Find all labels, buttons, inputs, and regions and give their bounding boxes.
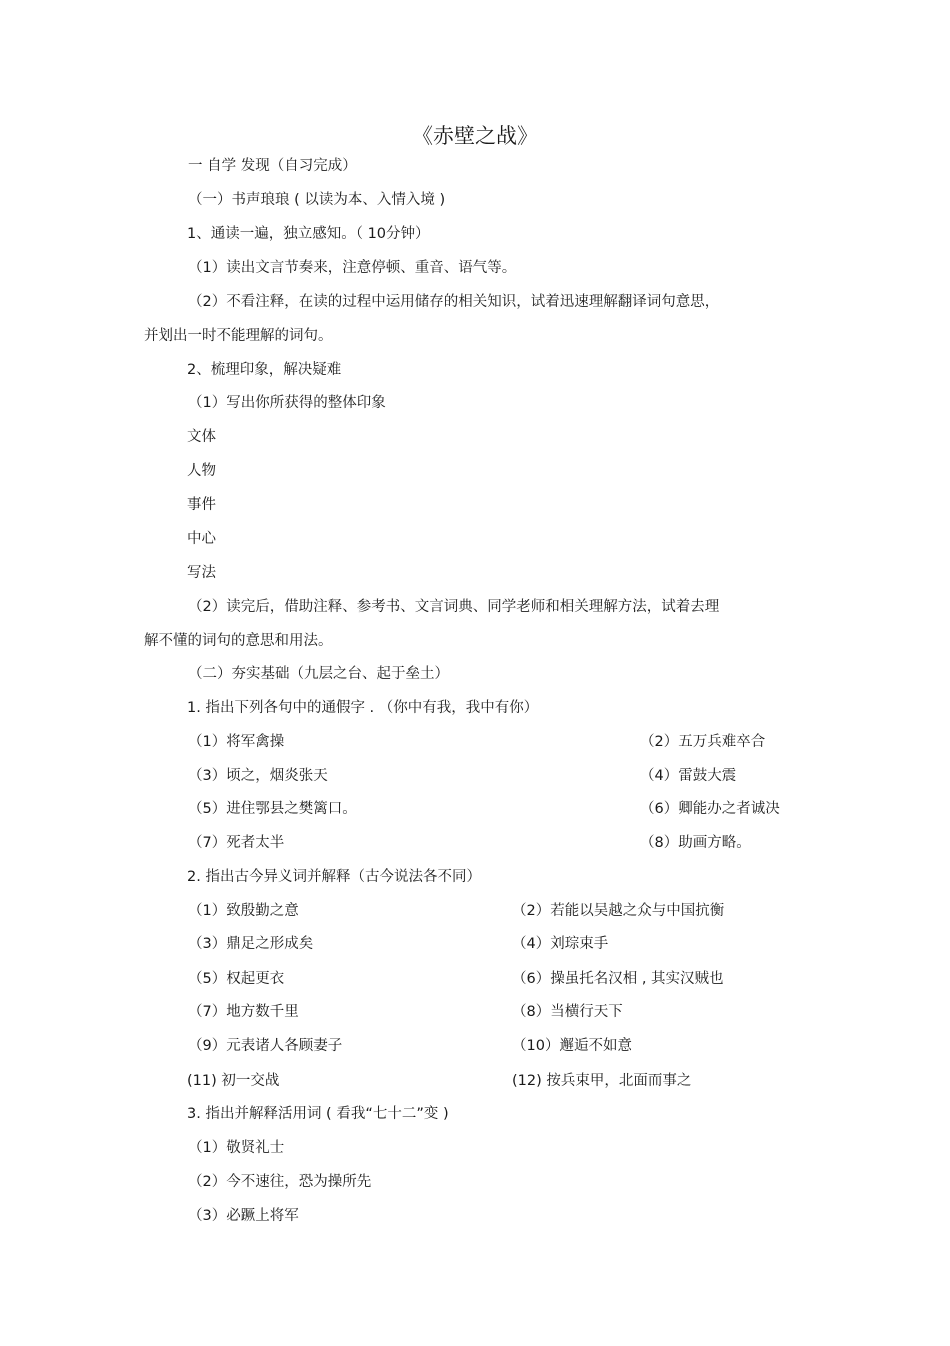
document-title: 《赤壁之战》 <box>412 124 538 148</box>
part1-heading: （一）书声琅琅 ( 以读为本、入情入境 ) <box>188 192 446 208</box>
q2-item: （10）邂逅不如意 <box>512 1038 632 1054</box>
q2-label: 2. 指出古今异义词并解释（古今说法各不同） <box>187 869 481 885</box>
q1-item: （8）助画方略。 <box>640 835 751 851</box>
section-heading: 一 自学 发现（自习完成） <box>188 158 357 174</box>
item-1-2-cont: 并划出一时不能理解的词句。 <box>144 328 333 344</box>
item-1-1: （1）读出文言节奏来，注意停顿、重音、语气等。 <box>188 260 517 276</box>
item-2-2: （2）读完后，借助注释、参考书、文言词典、同学老师和相关理解方法，试着去理 <box>188 599 720 615</box>
item-2-2-cont: 解不懂的词句的意思和用法。 <box>144 633 333 649</box>
q3-item: （1）敬贤礼士 <box>188 1140 285 1156</box>
item-2-1: （1）写出你所获得的整体印象 <box>188 395 386 411</box>
impression-technique: 写法 <box>187 565 216 581</box>
q1-item: （4）雷鼓大震 <box>640 768 737 784</box>
q2-item: (11) 初一交战 <box>187 1073 280 1089</box>
item-1: 1、通读一遍，独立感知。（ 10分钟） <box>187 226 430 242</box>
item-1-2: （2）不看注释，在读的过程中运用储存的相关知识，试着迅速理解翻译词句意思， <box>188 294 720 310</box>
q2-item: （4）刘琮束手 <box>512 936 609 952</box>
impression-events: 事件 <box>187 497 216 513</box>
impression-genre: 文体 <box>187 429 216 445</box>
q2-item: （1）致殷勤之意 <box>188 903 299 919</box>
q1-item: （7）死者太半 <box>188 835 285 851</box>
q2-item: （3）鼎足之形成矣 <box>188 936 314 952</box>
q1-item: （6）卿能办之者诚决 <box>640 801 780 817</box>
impression-characters: 人物 <box>187 463 216 479</box>
q1-label: 1. 指出下列各句中的通假字 . （你中有我，我中有你） <box>187 700 539 716</box>
q2-item: （5）权起更衣 <box>188 971 285 987</box>
q1-item: （2）五万兵难卒合 <box>640 734 766 750</box>
q3-item: （2）今不速往，恐为操所先 <box>188 1174 372 1190</box>
q1-item: （5）进住鄂县之樊篱口。 <box>188 801 357 817</box>
q1-item: （1）将军禽操 <box>188 734 285 750</box>
q2-item: (12) 按兵束甲，北面而事之 <box>512 1073 692 1089</box>
q1-item: （3）顷之，烟炎张天 <box>188 768 328 784</box>
q2-item: （8）当横行天下 <box>512 1004 623 1020</box>
item-2: 2、梳理印象，解决疑难 <box>187 362 342 378</box>
q3-item: （3）必蹶上将军 <box>188 1208 299 1224</box>
q3-label: 3. 指出并解释活用词 ( 看我“七十二”变 ) <box>187 1106 449 1122</box>
q2-item: （7）地方数千里 <box>188 1004 299 1020</box>
impression-theme: 中心 <box>187 531 216 547</box>
q2-item: （2）若能以吴越之众与中国抗衡 <box>512 903 725 919</box>
q2-item: （6）操虽托名汉相 , 其实汉贼也 <box>512 971 724 987</box>
q2-item: （9）元表诸人各顾妻子 <box>188 1038 343 1054</box>
part2-heading: （二）夯实基础（九层之台、起于垒土） <box>188 666 449 682</box>
